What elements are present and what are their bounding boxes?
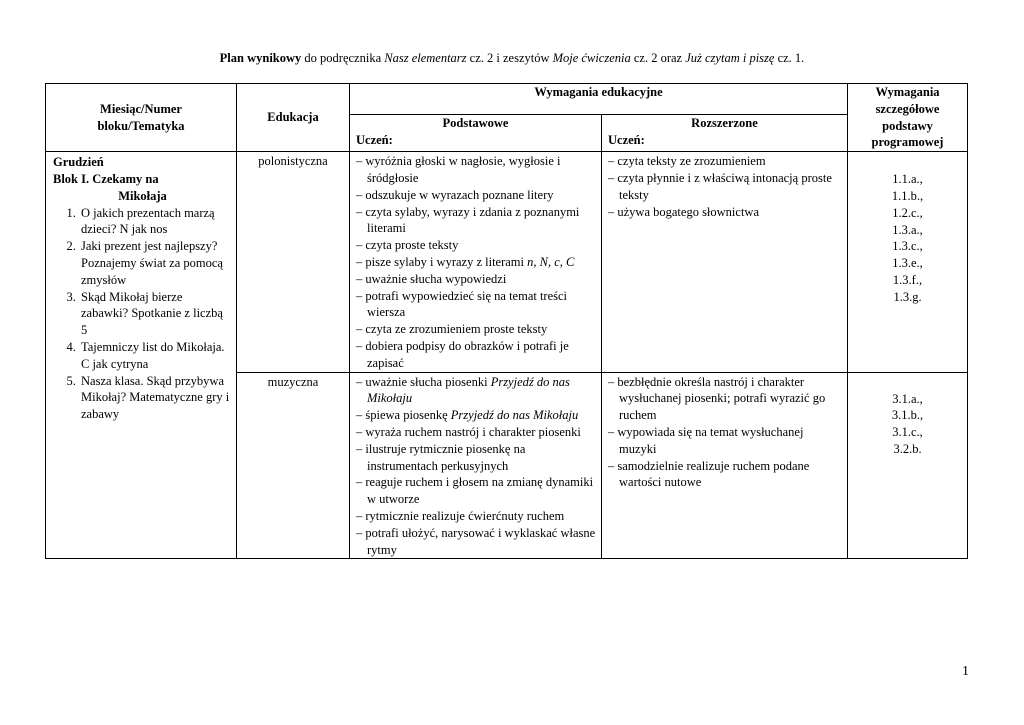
list-item: – używa bogatego słownictwa bbox=[608, 204, 843, 221]
extended-music-cell bbox=[602, 372, 848, 559]
header-student-ext: Uczeń: bbox=[608, 132, 645, 147]
title-text-3: cz. 2 oraz bbox=[630, 51, 686, 65]
requirements-polish-cell bbox=[848, 152, 968, 372]
row-polish bbox=[46, 152, 968, 372]
list-item: – uważnie słucha wypowiedzi bbox=[356, 271, 597, 288]
page-title bbox=[0, 51, 1024, 66]
basic-polish-cell bbox=[350, 152, 602, 372]
list-item: – czyta proste teksty bbox=[356, 237, 597, 254]
requirement-code: 1.3.f., bbox=[892, 272, 923, 287]
topic-item: 2. Jaki prezent jest najlepszy? Poznajemy świat za pomocą zmysłów bbox=[79, 238, 232, 288]
block-cell bbox=[46, 152, 237, 559]
header-basic: Podstawowe bbox=[442, 116, 509, 131]
requirement-code: 1.3.e., bbox=[892, 256, 923, 271]
block-month: Grudzień bbox=[53, 155, 104, 170]
list-item: – wyraża ruchem nastrój i charakter piosenki bbox=[356, 424, 597, 441]
block-heading bbox=[53, 154, 232, 204]
requirement-code: 3.2.b. bbox=[893, 441, 922, 456]
list-item bbox=[356, 407, 597, 424]
list-item: – potrafi wypowiedzieć się na temat treści wiersza bbox=[356, 288, 597, 322]
requirement-code: 1.3.a., bbox=[892, 222, 923, 237]
plan-table bbox=[45, 83, 968, 559]
title-text-4: cz. 1. bbox=[774, 51, 805, 65]
requirement-code: 1.2.c., bbox=[892, 205, 923, 220]
requirements-music bbox=[848, 373, 967, 458]
song-title: Przyjedź do nas Mikołaju bbox=[450, 408, 579, 423]
block-name-line1: Blok I. Czekamy na bbox=[53, 171, 159, 186]
list-item: – wypowiada się na temat wysłuchanej muzyki bbox=[608, 424, 843, 458]
list-item: – wyróżnia głoski w nagłosie, wygłosie i śródgłosie bbox=[356, 153, 597, 187]
list-item: – czyta płynnie i z właściwą intonacją proste teksty bbox=[608, 170, 843, 204]
extended-polish-cell bbox=[602, 152, 848, 372]
topics-list bbox=[53, 205, 232, 423]
title-book: Nasz elementarz bbox=[384, 51, 467, 65]
list-item: – odszukuje w wyrazach poznane litery bbox=[356, 187, 597, 204]
requirement-code: 1.1.a., bbox=[892, 172, 923, 187]
basic-music-list bbox=[350, 373, 601, 559]
topic-item: 5. Nasza klasa. Skąd przybywa Mikołaj? Matematyczne gry i zabawy bbox=[79, 373, 232, 423]
basic-music-cell bbox=[350, 372, 602, 559]
requirement-code: 1.3.c., bbox=[892, 239, 923, 254]
header-detailed: Wymagania szczegółowe podstawy programowej bbox=[848, 84, 968, 152]
title-text-2: cz. 2 i zeszytów bbox=[466, 51, 553, 65]
list-item: – czyta sylaby, wyrazy i zdania z poznanymi literami bbox=[356, 204, 597, 238]
list-item: – bezbłędnie określa nastrój i charakter wysłuchanej piosenki; potrafi wyrazić go ruchem bbox=[608, 374, 843, 424]
header-education: Edukacja bbox=[237, 84, 350, 152]
education-music: muzyczna bbox=[237, 372, 350, 559]
list-item: – reaguje ruchem i głosem na zmianę dynamiki w utworze bbox=[356, 474, 597, 508]
header-student-basic: Uczeń: bbox=[356, 132, 393, 147]
topic-item: 3. Skąd Mikołaj bierze zabawki? Spotkanie z liczbą 5 bbox=[79, 289, 232, 339]
topic-item: 1. O jakich prezentach marzą dzieci? N jak nos bbox=[79, 205, 232, 239]
list-item: – rytmicznie realizuje ćwierćnuty ruchem bbox=[356, 508, 597, 525]
list-item: – czyta ze zrozumieniem proste teksty bbox=[356, 321, 597, 338]
list-item: – ilustruje rytmicznie piosenkę na instrumentach perkusyjnych bbox=[356, 441, 597, 475]
requirements-polish bbox=[848, 152, 967, 305]
topic-item: 4. Tajemniczy list do Mikołaja. C jak cytryna bbox=[79, 339, 232, 373]
requirements-music-cell bbox=[848, 372, 968, 559]
title-bold: Plan wynikowy bbox=[219, 51, 302, 65]
header-extended-cell bbox=[602, 115, 848, 152]
header-month-block: Miesiąc/Numer bloku/Tematyka bbox=[46, 84, 237, 152]
title-exercises: Moje ćwiczenia bbox=[552, 51, 631, 65]
block-name-line2: Mikołaja bbox=[118, 188, 167, 203]
list-item: – dobiera podpisy do obrazków i potrafi je zapisać bbox=[356, 338, 597, 372]
list-item: – samodzielnie realizuje ruchem podane wartości nutowe bbox=[608, 458, 843, 492]
song-title: Przyjedź do nas Mikołaju bbox=[367, 374, 570, 406]
list-item bbox=[356, 254, 597, 271]
header-extended: Rozszerzone bbox=[691, 116, 758, 131]
list-item-text: śpiewa piosenkę bbox=[365, 408, 451, 423]
letters-italic: n, N, c, C bbox=[527, 254, 575, 269]
title-readwrite: Już czytam i piszę bbox=[685, 51, 775, 65]
requirement-code: 1.1.b., bbox=[891, 188, 924, 203]
requirement-code: 3.1.a., bbox=[892, 391, 923, 406]
list-item-text: pisze sylaby i wyrazy z literami bbox=[365, 254, 528, 269]
page-number: 1 bbox=[962, 664, 969, 679]
list-item-text: uważnie słucha piosenki bbox=[365, 374, 491, 389]
extended-music-list bbox=[602, 373, 847, 492]
list-item: – potrafi ułożyć, narysować i wyklaskać własne rytmy bbox=[356, 525, 597, 559]
title-text-1: do podręcznika bbox=[301, 51, 385, 65]
requirement-code: 1.3.g. bbox=[893, 289, 922, 304]
education-polish: polonistyczna bbox=[237, 152, 350, 372]
basic-polish-list bbox=[350, 152, 601, 371]
extended-polish-list bbox=[602, 152, 847, 220]
list-item: – czyta teksty ze zrozumieniem bbox=[608, 153, 843, 170]
requirement-code: 3.1.c., bbox=[892, 425, 923, 440]
header-requirements: Wymagania edukacyjne bbox=[350, 84, 848, 115]
list-item bbox=[356, 374, 597, 408]
header-basic-cell bbox=[350, 115, 602, 152]
requirement-code: 3.1.b., bbox=[891, 408, 924, 423]
